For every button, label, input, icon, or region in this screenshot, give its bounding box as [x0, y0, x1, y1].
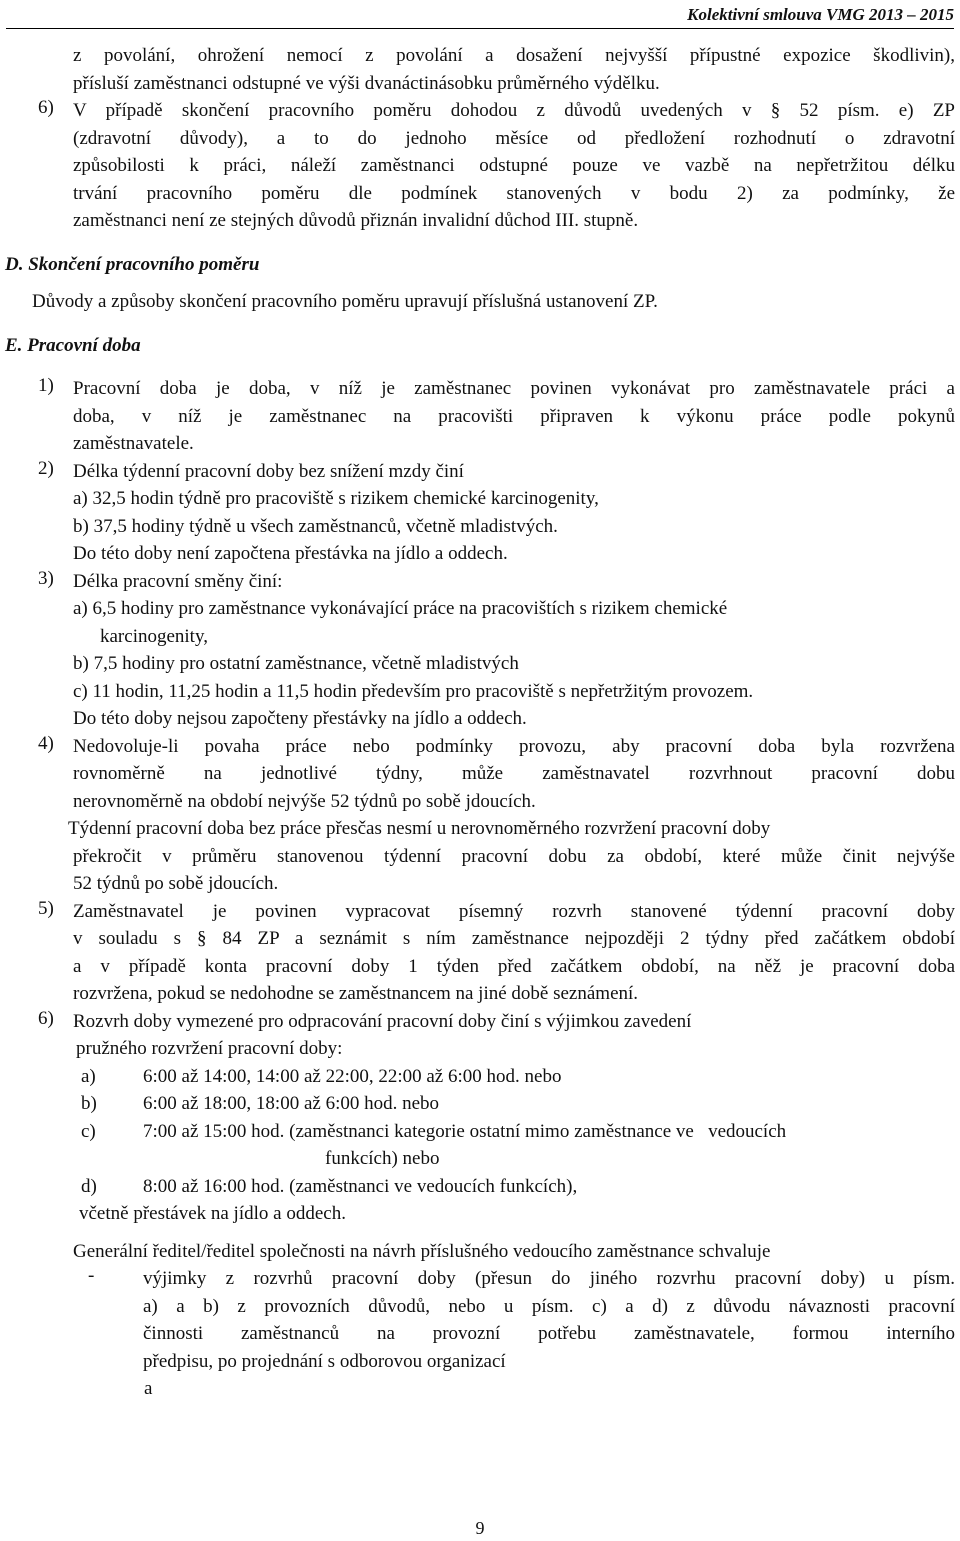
text-line: a) 6,5 hodiny pro zaměstnance vykonávající práce na pracovištích s rizikem chemické — [73, 598, 728, 619]
text-line: zaměstnavatele. — [73, 433, 194, 454]
schedule-row — [81, 1145, 955, 1173]
text-line: (zdravotní důvody), a to do jednoho měsíce od předložení rozhodnutí o zdravotní — [73, 127, 955, 149]
text-line: trvání pracovního poměru dle podmínek stanovených v bodu 2) za podmínky, že — [73, 182, 955, 204]
text-line: a) 32,5 hodin týdně pro pracoviště s rizikem chemické karcinogenity, — [73, 488, 599, 509]
text-line: z povolání, ohrožení nemocí z povolání a dosažení nejvyšší přípustné expozice škodlivin), — [73, 45, 955, 66]
schedule-text: funkcích) nebo — [325, 1148, 440, 1169]
section-d-text: Důvody a způsoby skončení pracovního poměru upravují příslušná ustanovení ZP. — [32, 291, 658, 312]
text-line: Nedovoluje-li povaha práce nebo podmínky provozu, aby pracovní doba byla rozvržena — [73, 735, 955, 757]
section-e-heading: E. Pracovní doba — [5, 334, 141, 356]
text-line: Do této doby nejsou započteny přestávky na jídlo a oddech. — [73, 708, 527, 729]
schedule-row — [81, 1090, 955, 1118]
text-line: a) a b) z provozních důvodů, nebo u písm. c) a d) z důvodu návaznosti pracovní — [143, 1295, 955, 1317]
text-line: Délka týdenní pracovní doby bez snížení mzdy činí — [73, 460, 464, 482]
text-line: pružného rozvržení pracovní doby: — [76, 1038, 343, 1059]
text-line: způsobilosti k práci, náleží zaměstnanci odstupné pouze ve vazbě na nepřetržitou délku — [73, 155, 955, 176]
list-item-e1 — [38, 375, 955, 458]
schedule-text: 6:00 až 18:00, 18:00 až 6:00 hod. nebo — [143, 1093, 440, 1114]
text-line: a — [144, 1378, 153, 1399]
schedule-list — [81, 1063, 955, 1228]
list-item-e3 — [38, 567, 955, 733]
item-number: 3) — [38, 567, 54, 589]
list-item-6 — [38, 97, 955, 235]
item-number: 6) — [38, 1007, 54, 1029]
list-item-e2 — [38, 457, 955, 568]
text-line: Do této doby není započtena přestávka na jídlo a oddech. — [73, 543, 508, 564]
text-line: rozvržena, pokud se nedohodne se zaměstnancem na jiné době seznámení. — [73, 983, 639, 1004]
schedule-row — [81, 1173, 955, 1201]
text-line: b) 37,5 hodiny týdně u všech zaměstnanců, včetně mladistvých. — [73, 515, 558, 537]
schedule-label: d) — [81, 1175, 97, 1197]
section-d-heading: D. Skončení pracovního poměru — [5, 253, 260, 275]
text-line: výjimky z rozvrhů pracovní doby (přesun do jiného rozvrhu pracovní doby) u písm. — [143, 1268, 955, 1289]
text-line: karcinogenity, — [100, 625, 208, 647]
text-line: a v případě konta pracovní doby 1 týden před začátkem období, na něž je pracovní doba — [73, 955, 955, 977]
text-line: Týdenní pracovní doba bez práce přesčas nesmí u nerovnoměrného rozvržení pracovní doby — [68, 818, 771, 839]
intro-paragraph — [73, 42, 955, 97]
approval-intro: Generální ředitel/ředitel společnosti na návrh příslušného vedoucího zaměstnance schvaluje — [73, 1240, 771, 1262]
schedule-label: b) — [81, 1093, 97, 1114]
list-item-e4 — [38, 732, 955, 898]
item-number: 1) — [38, 375, 54, 396]
schedule-label: a) — [81, 1065, 96, 1087]
text-line: Rozvrh doby vymezené pro odpracování pracovní doby činí s výjimkou zavedení — [73, 1010, 692, 1032]
schedule-note: včetně přestávek na jídlo a oddech. — [79, 1203, 346, 1224]
text-line: překročit v průměru stanovenou týdenní pracovní dobu za období, které může činit nejvýše — [73, 845, 955, 867]
text-line: V případě skončení pracovního poměru dohodou z důvodů uvedených v § 52 písm. e) ZP — [73, 100, 955, 121]
item-number: 5) — [38, 897, 54, 919]
text-line: v souladu s § 84 ZP a seznámit s ním zaměstnance nejpozději 2 týdny před začátkem období — [73, 928, 955, 949]
text-line: Pracovní doba je doba, v níž je zaměstnanec povinen vykonávat pro zaměstnavatele práci a — [73, 378, 955, 399]
text-line: předpisu, po projednání s odborovou organizací — [143, 1350, 506, 1372]
schedule-text: 6:00 až 14:00, 14:00 až 22:00, 22:00 až 6:00 hod. nebo — [143, 1065, 562, 1087]
text-line: zaměstnanci není ze stejných důvodů přiznán invalidní důchod III. stupně. — [73, 210, 639, 231]
text-line: doba, v níž je zaměstnanec na pracovišti připraven k výkonu práce podle pokynů — [73, 405, 955, 427]
schedule-row — [81, 1118, 955, 1146]
list-item-e5 — [38, 897, 955, 1008]
schedule-text: 7:00 až 15:00 hod. (zaměstnanci kategorie ostatní mimo zaměstnance ve vedoucích — [143, 1120, 787, 1142]
page-number: 9 — [475, 1518, 485, 1538]
approval-bullet — [88, 1265, 955, 1403]
schedule-text: 8:00 až 16:00 hod. (zaměstnanci ve vedoucích funkcích), — [143, 1175, 578, 1197]
document-title: Kolektivní smlouva VMG 2013 – 2015 — [687, 5, 954, 24]
page-content — [5, 42, 955, 1403]
text-line: 52 týdnů po sobě jdoucích. — [73, 873, 279, 894]
item-number: 6) — [38, 97, 54, 118]
list-item-e6 — [38, 1007, 955, 1063]
text-line: c) 11 hodin, 11,25 hodin a 11,5 hodin především pro pracoviště s nepřetržitým provozem. — [73, 680, 754, 702]
text-line: rovnoměrně na jednotlivé týdny, může zaměstnavatel rozvrhnout pracovní dobu — [73, 763, 955, 784]
item-number: 2) — [38, 457, 54, 479]
schedule-row — [81, 1063, 955, 1091]
text-line: Zaměstnavatel je povinen vypracovat písemný rozvrh stanovené týdenní pracovní doby — [73, 900, 955, 922]
text-line: přísluší zaměstnanci odstupné ve výši dvanáctinásobku průměrného výdělku. — [73, 72, 660, 94]
text-line: Délka pracovní směny činí: — [73, 570, 283, 592]
dash-bullet: - — [88, 1265, 95, 1286]
text-line: činnosti zaměstnanců na provozní potřebu zaměstnavatele, formou interního — [143, 1323, 955, 1344]
text-line: b) 7,5 hodiny pro ostatní zaměstnance, včetně mladistvých — [73, 653, 519, 674]
schedule-label: c) — [81, 1120, 96, 1142]
item-number: 4) — [38, 732, 54, 754]
text-line: nerovnoměrně na období nejvýše 52 týdnů po sobě jdoucích. — [73, 790, 536, 812]
page-header — [6, 2, 954, 29]
